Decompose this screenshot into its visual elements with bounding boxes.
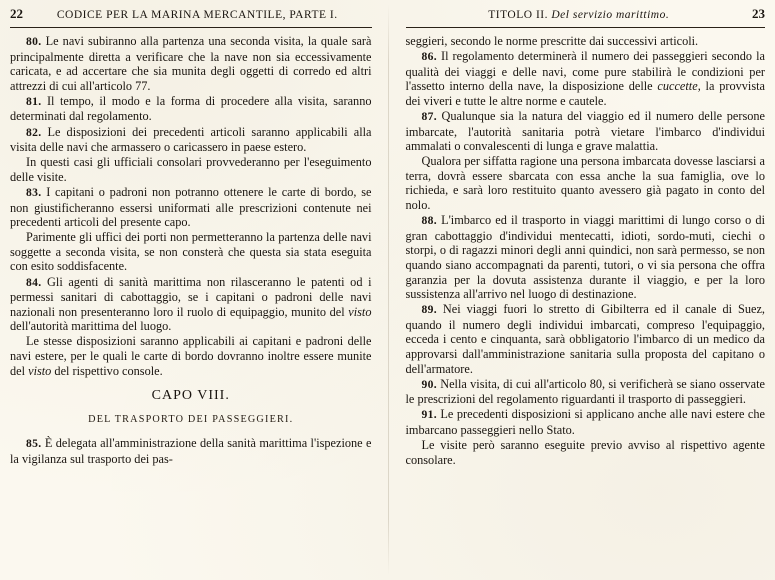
article-text: Nei viaggi fuori lo stretto di Gibilterra ed il canale di Suez, quando il numero degli individui imbarcati, compreso l'equipaggio, ecceda i cento e cinquanta, sarà obbligatorio l'imbarco di un medico da approvarsi dall'amministrazione sanitaria sulla proposta del capitano o dell'armatore. <box>405 302 766 376</box>
article-paragraph <box>10 230 372 274</box>
article-paragraph <box>10 334 372 378</box>
article-paragraph <box>10 34 372 93</box>
article-text: L'imbarco ed il trasporto in viaggi marittimi di lungo corso o di gran cabottaggio d'individui mentecatti, idioti, sordo-muti, ciechi o storpi, o di ragazzi minori degli anni quindici, non sarà permesso, se non quando siano accompagnati da parenti, tutori, o vi sia persona che offra garanzia per la dovuta assistenza durante il viaggio, e per la loro sussistenza all'arrivo nel luogo di destinazione. <box>405 213 765 302</box>
left-running-head <box>10 6 372 22</box>
right-column-body <box>406 34 766 467</box>
article-number: 84. <box>26 275 42 289</box>
article-number: 89. <box>421 303 437 317</box>
article-paragraph <box>406 377 766 407</box>
article-paragraph <box>406 302 766 376</box>
article-number: 85. <box>26 437 42 451</box>
article-emphasis: cuccette <box>657 79 698 94</box>
chapter-subtitle: DEL TRASPORTO DEI PASSEGGIERI. <box>88 413 294 425</box>
page-columns <box>10 6 765 576</box>
article-paragraph <box>10 275 372 334</box>
article-text-cont: dell'autorità marittima del luogo. <box>10 319 172 334</box>
article-number: 80. <box>26 35 42 48</box>
article-number: 87. <box>421 109 437 123</box>
article-number: 90. <box>421 377 437 391</box>
right-running-head-italic: Del servizio marittimo. <box>551 9 670 21</box>
article-paragraph <box>406 213 766 302</box>
left-folio-number: 22 <box>10 6 23 21</box>
article-text: Le disposizioni dei precedenti articoli saranno applicabili alla visita delle navi che armassero o caricassero in paese estero. <box>10 124 372 155</box>
article-emphasis: visto <box>348 304 372 319</box>
article-number: 88. <box>421 214 437 228</box>
continued-paragraph: seggieri, secondo le norme prescritte dai successivi articoli. <box>405 34 699 48</box>
article-text: Qualunque sia la natura del viaggio ed il numero delle persone imbarcate, l'autorità sanitaria potrà vietare l'imbarco d'individui ammalati o convalescenti di lunga e grave malattia. <box>405 108 765 154</box>
right-page <box>388 6 766 576</box>
article-number: 86. <box>421 50 437 64</box>
article-text: In questi casi gli ufficiali consolari provvederanno per l'eseguimento delle visite. <box>10 155 372 184</box>
article-text: Il regolamento determinerà il numero dei passeggieri secondo la qualità dei viaggi e delle navi, come pure stabilirà le condizioni per l'assetto interno della nave, la disposizione delle <box>405 49 765 94</box>
article-text: Le precedenti disposizioni si applicano anche alle navi estere che imbarcano passeggieri nello Stato. <box>405 407 765 437</box>
right-header-rule <box>406 27 766 28</box>
article-paragraph <box>10 155 372 184</box>
article-paragraph <box>10 185 372 230</box>
article-text: Parimente gli uffici dei porti non permetteranno la partenza delle navi soggette a seconda visita, se non consterà che questa sia stata eseguita con esito soddisfacente. <box>10 230 372 274</box>
left-running-head-title: CODICE PER LA MARINA MERCANTILE, PARTE I. <box>56 9 338 21</box>
article-text-cont: del rispettivo console. <box>51 363 163 378</box>
article-text: Le navi subiranno alla partenza una seconda visita, la quale sarà principalmente diretta a verificare che la nave non sia eccessivamente caricata, e ad accertare che sia munita degli oggetti di corredo ed altri attrezzi di cui all'articolo 77. <box>10 34 372 93</box>
article-text: È delegata all'amministrazione della sanità marittima l'ispezione e la vigilanza sul trasporto dei pas- <box>10 436 372 466</box>
article-number: 83. <box>26 185 42 199</box>
article-number: 91. <box>421 408 437 422</box>
article-text: Le visite però saranno eseguite previo avviso al rispettivo agente consolare. <box>405 438 765 467</box>
article-text: Il tempo, il modo e la forma di procedere alla visita, saranno determinati dal regolamento. <box>10 93 372 124</box>
article-text-cont: , la provvista dei viveri e tutte le altre norme e cautele. <box>405 79 765 108</box>
article-number: 82. <box>26 125 42 139</box>
left-column-body <box>10 34 372 467</box>
article-paragraph <box>406 49 766 108</box>
article-emphasis: visto <box>28 363 52 378</box>
left-page <box>10 6 388 576</box>
article-paragraph <box>406 154 766 212</box>
article-text: Nella visita, di cui all'articolo 80, si verificherà se siano osservate le prescrizioni del regolamento riguardanti il trasporto di passeggieri. <box>405 376 766 407</box>
chapter-title: CAPO VIII. <box>151 388 230 404</box>
article-paragraph <box>10 125 372 155</box>
article-paragraph <box>406 109 766 154</box>
article-paragraph <box>10 94 372 124</box>
article-paragraph <box>10 436 372 466</box>
article-text: Gli agenti di sanità marittima non rilasceranno le patenti od i permessi sanitari di cabottaggio, se i capitani o padroni delle navi nazionali non presenteranno loro il ruolo di equipaggio, munito del <box>10 274 372 319</box>
article-paragraph <box>406 407 766 437</box>
article-text: Le stesse disposizioni saranno applicabili ai capitani e padroni delle navi estere, per le quali le carte di bordo dovranno inoltre essere munite del <box>10 334 372 378</box>
article-paragraph <box>406 438 766 467</box>
right-running-head-plain: TITOLO II. <box>488 9 548 21</box>
article-number: 81. <box>26 94 42 108</box>
right-folio-number: 23 <box>752 6 765 21</box>
right-running-head <box>406 6 766 22</box>
left-header-rule <box>10 27 372 28</box>
article-text: I capitani o padroni non potranno ottenere le carte di bordo, se non giustificheranno essersi uniformati alle prescrizioni contenute nei precedenti articoli del presente capo. <box>10 184 372 230</box>
article-text: Qualora per siffatta ragione una persona imbarcata dovesse lasciarsi a terra, dovrà essere sbarcata con essa anche la sua famiglia, ove lo richieda, e sarà loro restituito quanto avessero già pagato in conto del nolo. <box>405 154 765 213</box>
right-running-head-title <box>406 9 753 21</box>
